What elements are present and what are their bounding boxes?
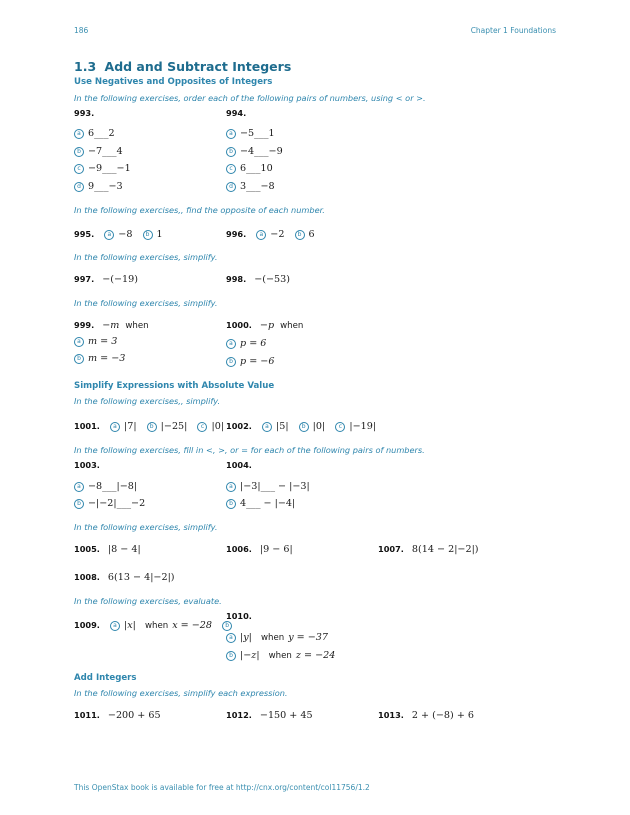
exercise-1011: 1011. −200 + 65: [74, 710, 161, 721]
exercise-1005: 1005. |8 − 4|: [74, 544, 141, 555]
letter-c-icon: c: [74, 164, 84, 174]
exercise-1002: 1002. a |5| b |0| c |−19|: [226, 421, 377, 432]
exercise-1003-a: a −8___|−8|: [74, 474, 137, 493]
exercise-998: 998. −(−53): [226, 274, 290, 285]
instruction-simplify-1: In the following exercises, simplify.: [74, 252, 218, 262]
letter-b-icon: b: [226, 499, 236, 509]
exercise-993-number: 993.: [74, 108, 95, 118]
exercise-994-c: c 6___10: [226, 156, 273, 175]
exercise-999-a: a m = 3: [74, 329, 117, 348]
letter-b-icon: b: [299, 422, 309, 432]
exercise-994-b: b −4___−9: [226, 139, 283, 158]
exercise-1009: 1009. a |x| when x = −28 b: [74, 613, 236, 632]
letter-a-icon: a: [226, 633, 236, 643]
chapter-title: Chapter 1 Foundations: [470, 26, 556, 35]
exercise-1006: 1006. |9 − 6|: [226, 544, 293, 555]
letter-a-icon: a: [74, 482, 84, 492]
exercise-1012: 1012. −150 + 45: [226, 710, 313, 721]
letter-b-icon: b: [143, 230, 153, 240]
letter-a-icon: a: [262, 422, 272, 432]
instruction-absolute: In the following exercises,, simplify.: [74, 396, 221, 406]
instruction-simplify-3: In the following exercises, simplify.: [74, 522, 218, 532]
instruction-add: In the following exercises, simplify each expression.: [74, 688, 288, 698]
exercise-994-d: d 3___−8: [226, 174, 275, 193]
exercise-1003-b: b −|−2|___−2: [74, 491, 145, 510]
letter-b-icon: b: [74, 354, 84, 364]
exercise-1010-number: 1010.: [226, 611, 252, 621]
exercise-993-c: c −9___−1: [74, 156, 131, 175]
letter-c-icon: c: [197, 422, 207, 432]
exercise-1004-number: 1004.: [226, 460, 252, 470]
letter-a-icon: a: [74, 337, 84, 347]
letter-b-icon: b: [295, 230, 305, 240]
instruction-order: In the following exercises, order each of the following pairs of numbers, using < or >.: [74, 93, 426, 103]
exercise-1010-b: b |−z| when z = −24: [226, 643, 335, 662]
letter-b-icon: b: [226, 147, 236, 157]
page-number: 186: [74, 26, 89, 35]
letter-a-icon: a: [226, 129, 236, 139]
exercise-1013: 1013. 2 + (−8) + 6: [378, 710, 475, 721]
exercise-1000-a: a p = 6: [226, 331, 266, 350]
exercise-994-a: a −5___1: [226, 121, 275, 140]
exercise-1000-b: b p = −6: [226, 349, 274, 368]
letter-a-icon: a: [226, 339, 236, 349]
letter-a-icon: a: [226, 482, 236, 492]
exercise-999-b: b m = −3: [74, 346, 125, 365]
instruction-evaluate: In the following exercises, evaluate.: [74, 596, 222, 606]
exercise-1000: 1000. −p when: [226, 320, 304, 331]
letter-b-icon: b: [74, 147, 84, 157]
instruction-opposite: In the following exercises,, find the opposite of each number.: [74, 205, 325, 215]
exercise-1008: 1008. 6(13 − 4|−2|): [74, 572, 175, 583]
letter-b-icon: b: [147, 422, 157, 432]
exercise-1007: 1007. 8(14 − 2|−2|): [378, 544, 479, 555]
letter-b-icon: b: [74, 499, 84, 509]
subsection-negatives: Use Negatives and Opposites of Integers: [74, 77, 273, 87]
letter-d-icon: d: [74, 182, 84, 192]
exercise-996: 996. a −2 b 6: [226, 229, 315, 240]
section-number: 1.3: [74, 59, 97, 74]
letter-b-icon: b: [226, 651, 236, 661]
instruction-simplify-2: In the following exercises, simplify.: [74, 298, 218, 308]
exercise-994-number: 994.: [226, 108, 247, 118]
letter-a-icon: a: [110, 422, 120, 432]
letter-a-icon: a: [104, 230, 114, 240]
exercise-993-d: d 9___−3: [74, 174, 123, 193]
exercise-993-b: b −7___4: [74, 139, 123, 158]
letter-a-icon: a: [256, 230, 266, 240]
exercise-995: 995. a −8 b 1: [74, 229, 163, 240]
exercise-993-a: a 6___2: [74, 121, 115, 140]
exercise-999: 999. −m when: [74, 320, 149, 331]
exercise-997: 997. −(−19): [74, 274, 138, 285]
exercise-1010-a: a |y| when y = −37: [226, 625, 328, 644]
letter-a-icon: a: [74, 129, 84, 139]
letter-b-icon: b: [222, 621, 232, 631]
section-heading: [74, 59, 291, 74]
letter-c-icon: c: [335, 422, 345, 432]
subsection-add: Add Integers: [74, 673, 137, 683]
letter-d-icon: d: [226, 182, 236, 192]
footer-text: This OpenStax book is available for free at http://cnx.org/content/col11756/1.2: [74, 783, 370, 792]
letter-b-icon: b: [226, 357, 236, 367]
section-title: Add and Subtract Integers: [104, 59, 292, 74]
letter-c-icon: c: [226, 164, 236, 174]
exercise-1004-a: a |−3|___ − |−3|: [226, 474, 310, 493]
instruction-fill: In the following exercises, fill in <, >, or = for each of the following pairs of numbers.: [74, 445, 425, 455]
exercise-1004-b: b 4___ − |−4|: [226, 491, 295, 510]
letter-a-icon: a: [110, 621, 120, 631]
exercise-1003-number: 1003.: [74, 460, 100, 470]
subsection-absolute: Simplify Expressions with Absolute Value: [74, 381, 275, 391]
exercise-1001: 1001. a |7| b |−25| c |0|: [74, 421, 225, 432]
